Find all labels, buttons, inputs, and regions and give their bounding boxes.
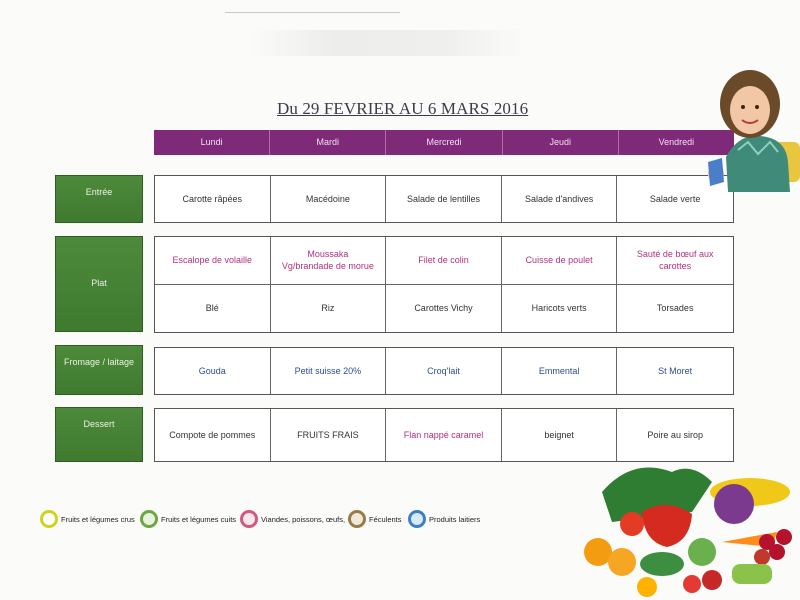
plat-main-thursday: Cuisse de poulet xyxy=(502,237,618,285)
starch-icon xyxy=(348,510,366,528)
fromage-cell-tuesday: Petit suisse 20% xyxy=(271,348,387,394)
entree-cell-wednesday: Salade de lentilles xyxy=(386,176,502,222)
tomato xyxy=(620,512,644,536)
entree-cell-thursday: Salade d'andives xyxy=(502,176,618,222)
day-header-bar xyxy=(154,130,734,155)
day-header-thursday: Jeudi xyxy=(503,130,619,155)
child-shirt xyxy=(726,136,790,192)
entree-cell-tuesday: Macédoine xyxy=(271,176,387,222)
cooked-fruit-veg-icon xyxy=(140,510,158,528)
fromage-cell-thursday: Emmental xyxy=(502,348,618,394)
top-scan-line xyxy=(225,12,400,13)
row-label-text: Entrée xyxy=(85,187,113,197)
row-label-fromage xyxy=(55,345,143,395)
row-label-plat xyxy=(55,236,143,332)
plat-side-tuesday: Riz xyxy=(271,285,387,333)
red-cabbage xyxy=(714,484,754,524)
fromage-cell-wednesday: Croq'lait xyxy=(386,348,502,394)
plat-main-tuesday: Moussaka Vg/brandade de morue xyxy=(271,237,387,285)
day-header-friday: Vendredi xyxy=(658,137,695,147)
row-label-dessert xyxy=(55,407,143,462)
menu-title: Du 29 FEVRIER AU 6 MARS 2016 xyxy=(277,99,529,118)
dairy-icon xyxy=(408,510,426,528)
entree-cell-monday: Carotte râpées xyxy=(155,176,271,222)
plat-side-thursday: Haricots verts xyxy=(502,285,618,333)
day-header-tuesday: Mardi xyxy=(270,130,386,155)
green-apple xyxy=(688,538,716,566)
legend-label: Viandes, poissons, œufs, xyxy=(261,514,346,524)
plat-side-friday: Torsades xyxy=(656,303,694,314)
legend-label: Fruits et légumes crus xyxy=(61,514,135,524)
faded-header-banner xyxy=(250,30,530,56)
fromage-row xyxy=(154,347,734,395)
child-photo xyxy=(708,62,800,192)
raw-fruit-veg-icon xyxy=(40,510,58,528)
dessert-cell-monday: Compote de pommes xyxy=(155,409,271,461)
dessert-cell-wednesday: Flan nappé caramel xyxy=(386,409,502,461)
legend-label: Produits laitiers xyxy=(429,514,481,524)
legend-item-dairy xyxy=(408,510,480,528)
plat-main-friday: Sauté de bœuf aux carottes xyxy=(617,237,733,285)
plat-side-wednesday: Carottes Vichy xyxy=(386,285,502,333)
zucchini xyxy=(640,552,684,576)
child-face xyxy=(730,86,770,134)
legend-item-raw xyxy=(40,510,135,528)
dessert-cell-thursday: beignet xyxy=(502,409,618,461)
orange xyxy=(584,538,612,566)
plat-main-wednesday: Filet de colin xyxy=(386,237,502,285)
day-header-wednesday: Mercredi xyxy=(386,130,502,155)
legend-label: Fruits et légumes cuits xyxy=(161,514,237,524)
dessert-cell-friday: Poire au sirop xyxy=(647,430,703,440)
entree-row xyxy=(154,175,734,223)
meat-fish-egg-icon xyxy=(240,510,258,528)
fromage-cell-monday: Gouda xyxy=(155,348,271,394)
red-pepper xyxy=(642,505,692,547)
plat-rows xyxy=(154,236,734,333)
plat-main-monday: Escalope de volaille xyxy=(155,237,271,285)
row-label-text: Dessert xyxy=(83,419,115,429)
legend-label: Féculents xyxy=(369,514,402,524)
row-label-text: Plat xyxy=(91,278,107,288)
row-label-entree xyxy=(55,175,143,223)
plat-side-monday: Blé xyxy=(155,285,271,333)
legend-item-starch xyxy=(348,510,402,528)
day-header-monday: Lundi xyxy=(154,130,270,155)
legend-item-meat xyxy=(240,510,345,528)
entree-cell-friday: Salade verte xyxy=(649,194,701,204)
fromage-cell-friday: St Moret xyxy=(658,366,693,376)
vegetables-photo xyxy=(572,452,800,600)
row-label-text: Fromage / laitage xyxy=(63,357,135,367)
dessert-cell-tuesday: FRUITS FRAIS xyxy=(271,409,387,461)
legend-item-cooked xyxy=(140,510,236,528)
